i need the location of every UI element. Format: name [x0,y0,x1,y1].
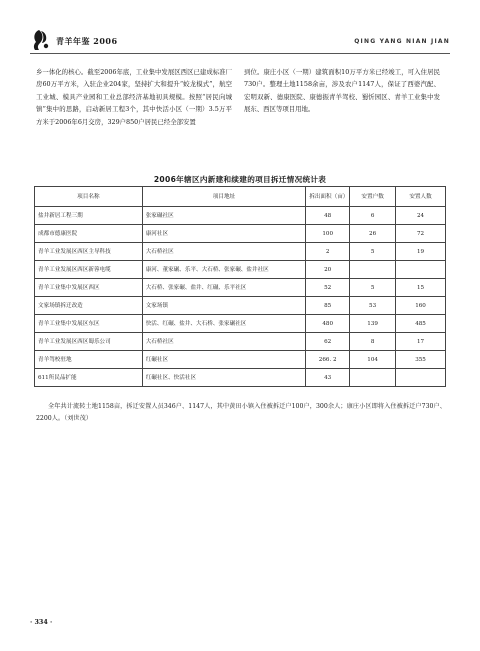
cell-area: 20 [306,261,350,279]
cell-address: 康河、董家碾、乐平、大石桥、张家碾、盐井社区 [142,261,306,279]
column-header-people: 安置人数 [396,187,446,207]
paragraph: 到位。康庄小区（一期）建筑面积10万平方米已经竣工，可入住居民730户。整理土地1158余亩，涉及农户1147人，保证了西婆汽配、宏明双新、德康医院、康德振青羊驾校、蜀忻园区、青羊工业集中发展东、西区等项目用地。 [244,68,440,114]
page-number: · 334 · [30,618,53,626]
table-header-row [35,187,446,207]
cell-households: 53 [350,297,396,315]
cell-address: 快活、红碾、盐井、大石桥、张家碾社区 [142,315,306,333]
cell-address: 红碾社区、快活社区 [142,369,306,387]
cell-name: 青羊驾校驻地 [35,351,143,369]
table-title: 2006年辖区内新建和续建的项目拆迁情况统计表 [153,175,327,184]
cell-name: 青羊工业发展区西区主导科技 [35,243,143,261]
cell-households: 8 [350,333,396,351]
cell-area: 62 [306,333,350,351]
cell-households [350,261,396,279]
cell-area: 480 [306,315,350,333]
cell-name: 文家场镇拆迁改造 [35,297,143,315]
cell-area: 43 [306,369,350,387]
table-row [35,369,446,387]
yearbook-logo [30,28,52,52]
cell-address: 大石桥、张家碾、盐井、红碾、乐平社区 [142,279,306,297]
cell-people [396,261,446,279]
cell-address: 康河社区 [142,225,306,243]
cell-people: 19 [396,243,446,261]
table-row [35,315,446,333]
cell-people: 355 [396,351,446,369]
cell-people: 17 [396,333,446,351]
cell-households: 5 [350,243,396,261]
cell-name: 青羊工业发展区西区蜀乐公司 [35,333,143,351]
table-row [35,225,446,243]
cell-people: 15 [396,279,446,297]
cell-area: 48 [306,207,350,225]
table-row [35,243,446,261]
cell-address: 张家碾社区 [142,207,306,225]
table-row [35,261,446,279]
cell-address: 红碾社区 [142,351,306,369]
cell-name: 盐井新居工程三期 [35,207,143,225]
column-header-area: 拆出面积（亩） [306,187,350,207]
cell-area: 2 [306,243,350,261]
paragraph: 乡一体化的核心。截至2006年底，工业集中发展区西区已建成标准厂房60万平方米，入驻企业204家，坚持扩大和提升“蛟龙模式”，航空工业城、模具产业园和工业总部经济基地初具规模。按照“居民向城镇”集中的思路，启动新居工程3个，其中快活小区（一期）3.5万平方米于2006年6月交房，329户850户居民已经全部安置 [36,68,232,126]
cell-people: 72 [396,225,446,243]
cell-households: 104 [350,351,396,369]
cell-households: 26 [350,225,396,243]
column-header-households: 安置户数 [350,187,396,207]
yearbook-title: 青羊年鉴 2006 [56,36,118,46]
cell-area: 266. 2 [306,351,350,369]
page-header [30,34,450,52]
table-row [35,333,446,351]
cell-households: 6 [350,207,396,225]
cell-area: 52 [306,279,350,297]
table-row [35,207,446,225]
cell-address: 大石桥社区 [142,243,306,261]
cell-people: 24 [396,207,446,225]
yearbook-title-pinyin: QING YANG NIAN JIAN [354,38,450,45]
table-note: 全年共计流转土地1158亩，拆迁安置人员346户、1147人，其中黄田小镇入住被拆迁户100户，300余人；康庄小区即将入住被拆迁户730户、2200人。（刘世茂） [36,403,446,423]
cell-name: 611所民品扩能 [35,369,143,387]
cell-name: 成都市德康医院 [35,225,143,243]
cell-households [350,369,396,387]
cell-households: 5 [350,279,396,297]
cell-households: 139 [350,315,396,333]
cell-people [396,369,446,387]
body-text [36,66,448,166]
cell-area: 100 [306,225,350,243]
cell-area: 85 [306,297,350,315]
cell-name: 青羊工业集中发展区西区 [35,279,143,297]
cell-name: 青羊工业发展区西区新蓉电缆 [35,261,143,279]
relocation-statistics-table [34,186,446,387]
table-row [35,279,446,297]
body-column-right [244,66,440,116]
cell-address: 大石桥社区 [142,333,306,351]
table-row [35,297,446,315]
column-header-address: 项目地址 [142,187,306,207]
column-header-name: 项目名称 [35,187,143,207]
cell-name: 青羊工业集中发展区东区 [35,315,143,333]
header-divider [30,53,450,54]
table-row [35,351,446,369]
body-column-left [36,66,232,128]
cell-address: 文家场镇 [142,297,306,315]
cell-people: 485 [396,315,446,333]
cell-people: 160 [396,297,446,315]
